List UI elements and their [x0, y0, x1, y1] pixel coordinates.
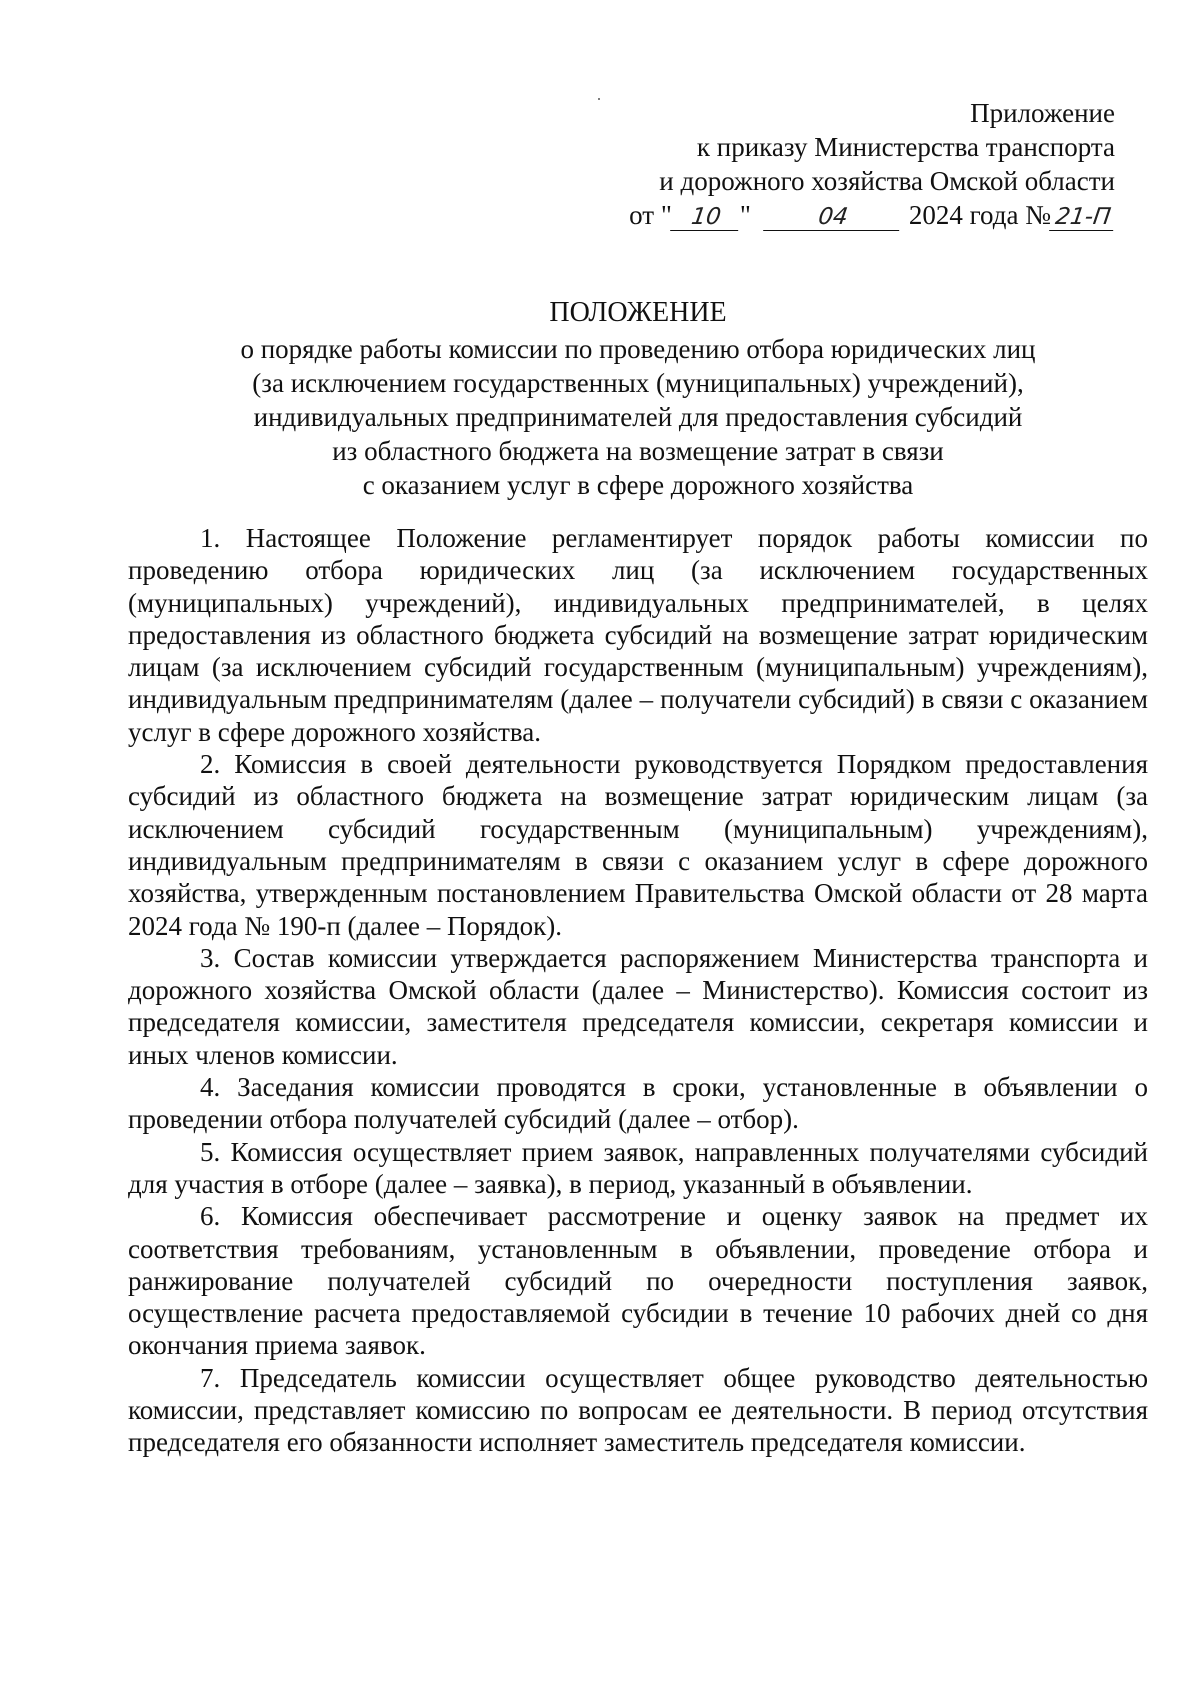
appendix-header — [629, 96, 1115, 232]
paragraph-6: 6. Комиссия обеспечивает рассмотрение и оценку заявок на предмет их соответствия требованиям, установленным в объявлении, проведение отбора и ранжирование получателей субсидий по очередности поступления заявок, осуществление расчета предоставляемой субсидии в течение 10 рабочих дней со дня окончания приема заявок. — [128, 1201, 1148, 1361]
appendix-order-ref: к приказу Министерства транспорта — [696, 132, 1115, 162]
appendix-date-line — [629, 198, 1115, 232]
handwritten-day: 10 — [670, 204, 742, 231]
paragraph-5: 5. Комиссия осуществляет прием заявок, направленных получателями субсидий для участия в отборе (далее – заявка), в период, указанный в объявлении. — [128, 1136, 1148, 1199]
paragraph-3: 3. Состав комиссии утверждается распоряжением Министерства транспорта и дорожного хозяйства Омской области (далее – Министерство). Комиссия состоит из председателя комиссии, заместителя председателя комиссии, секретаря комиссии и иных членов комиссии. — [128, 942, 1148, 1070]
paragraph-4: 4. Заседания комиссии проводятся в сроки, установленные в объявлении о проведении отбора получателей субсидий (далее – отбор). — [128, 1072, 1148, 1135]
document-title — [128, 296, 1148, 502]
appendix-title: Приложение — [970, 98, 1115, 128]
handwritten-order-number: 21-П — [1049, 204, 1117, 231]
paragraph-2: 2. Комиссия в своей деятельности руководствуется Порядком предоставления субсидий из областного бюджета на возмещение затрат юридическим лицам (за исключением субсидий государственным (муниципальным) учреждениям), индивидуальным предпринимателям в связи с оказанием услуг в сфере дорожного хозяйства, утвержденным постановлением Правительства Омской области от 28 марта 2024 года № 190-п (далее – Порядок). — [128, 749, 1148, 941]
date-prefix: от " — [629, 200, 672, 230]
title-line: (за исключением государственных (муниципальных) учреждений), — [252, 368, 1024, 398]
paragraph-1: 1. Настоящее Положение регламентирует порядок работы комиссии по проведению отбора юридических лиц (за исключением государственных (муниципальных) учреждений), индивидуальных предпринимателей, в целях предоставления из областного бюджета субсидий на возмещение затрат юридическим лицам (за исключением субсидий государственным (муниципальным) учреждениям), индивидуальным предпринимателям (далее – получатели субсидий) в связи с оказанием услуг в сфере дорожного хозяйства. — [128, 523, 1148, 747]
handwritten-month: 04 — [763, 204, 903, 231]
appendix-ministry: и дорожного хозяйства Омской области — [659, 166, 1115, 196]
date-year-text: 2024 года № — [908, 200, 1051, 230]
document-body — [128, 522, 1148, 1459]
date-quote-close: " — [739, 200, 751, 230]
title-heading: ПОЛОЖЕНИЕ — [549, 297, 727, 328]
title-line: индивидуальных предпринимателей для предоставления субсидий — [253, 402, 1023, 432]
title-line: о порядке работы комиссии по проведению отбора юридических лиц — [240, 334, 1036, 364]
paragraph-7: 7. Председатель комиссии осуществляет общее руководство деятельностью комиссии, представляет комиссию по вопросам ее деятельности. В период отсутствия председателя его обязанности исполняет заместитель председателя комиссии. — [128, 1362, 1148, 1458]
title-line: с оказанием услуг в сфере дорожного хозяйства — [362, 470, 914, 500]
title-line: из областного бюджета на возмещение затрат в связи — [332, 436, 944, 466]
scan-speck — [598, 98, 600, 100]
